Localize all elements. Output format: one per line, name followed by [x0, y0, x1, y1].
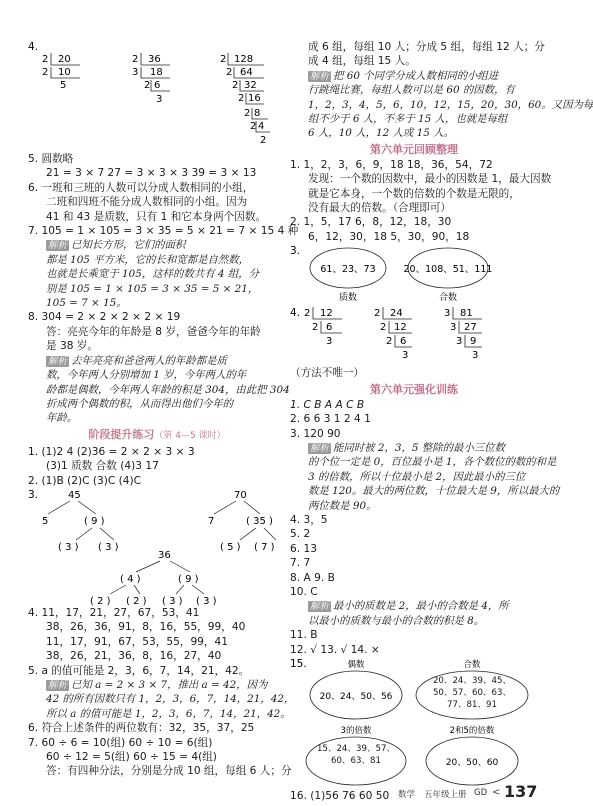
quotient: 4 — [258, 121, 265, 132]
analysis-text: 的个位一定是 0，百位最小是 1，各个数位的数的和是 — [308, 456, 557, 469]
ellipse-content: 20、24、39、45、50、57、60、63、77、81、91 — [432, 676, 512, 710]
composite-content-box — [424, 675, 520, 715]
s7-continued: 成 6 组，每组 10 人；分成 5 组，每组 12 人；分 — [308, 41, 545, 53]
r3-ellipses — [290, 244, 538, 306]
r2-line: 2. 1，5，17 6，8，12，18，30 — [290, 216, 452, 229]
page-arrow-icon: < — [492, 787, 501, 798]
t6: 6. 13 — [290, 542, 317, 555]
footer-subject: 数学 — [398, 790, 416, 800]
quotient: 9 — [470, 336, 477, 348]
r4-short-divisions — [290, 306, 538, 366]
question-number: 3. — [290, 245, 301, 258]
s4-line: 38，26，21，36，8，16，27，40 — [46, 650, 222, 663]
divisor: 2 — [226, 67, 233, 78]
tree-node: ( 9 ) — [178, 573, 199, 585]
analysis-text: 龄都是偶数，今年两人年龄的积是 304，由此把 304 — [46, 383, 290, 396]
q8-answer: 是 38 岁。 — [46, 340, 98, 353]
s7-continued: 成 4 组，每组 15 人。 — [308, 55, 416, 68]
t2: 2. 6 6 3 1 2 4 1 — [290, 413, 371, 426]
section-title-unit6-review: 第六单元回顾整理 — [370, 142, 458, 156]
quotient: 64 — [240, 67, 253, 78]
page-number: 137 — [504, 782, 538, 801]
divisor: 2 — [244, 108, 251, 119]
section-subtitle: （第 4—5 课时） — [154, 430, 226, 441]
divisor: 3 — [444, 308, 451, 320]
s7-line: 60 ÷ 12 = 5(组) 60 ÷ 15 = 4(组) — [46, 751, 217, 763]
analysis-text: 折成两个偶数的积，从而得出他们今年的 — [46, 397, 234, 410]
s5: 5. a 的值可能是 2，3，6，7，14，21，42。 — [28, 664, 250, 677]
ellipse-label: 合数 — [463, 660, 481, 670]
short-division-20 — [42, 53, 80, 91]
t10-analysis — [290, 599, 538, 613]
tree-node: ( 3 ) — [98, 541, 119, 553]
short-division-128 — [220, 53, 264, 104]
dividend: 36 — [148, 54, 161, 65]
left-column — [28, 40, 299, 779]
q8: 8. 304 = 2 × 2 × 2 × 2 × 19 — [28, 311, 181, 324]
analysis-text: 行跳绳比赛，每组人数可以是 60 的因数，有 — [308, 84, 515, 97]
short-division-24 — [374, 307, 412, 361]
q8-answer: 答：亮亮今年的年龄是 8 岁，爸爸今年的年龄 — [46, 325, 261, 338]
tree-node: ( 35 ) — [246, 515, 273, 527]
tree-node: 45 — [68, 489, 81, 501]
divisor: 2 — [312, 322, 319, 334]
divisor: 2 — [380, 322, 387, 334]
tree-node: ( 2 ) — [126, 595, 147, 607]
ellipse-content: 20、24、50、56 — [319, 692, 393, 702]
analysis-text: 42 的所有因数只有 1，2，3，6，7，14，21，42， — [46, 693, 295, 706]
factor-tree-70 — [208, 490, 276, 553]
section-title: 阶段提升练习 — [88, 427, 155, 441]
t5: 5. 2 — [290, 528, 311, 541]
quotient: 6 — [400, 336, 407, 348]
t12-t14: 12. √ 13. √ 14. × — [290, 643, 380, 656]
s7-line: 7. 60 ÷ 6 = 10(组) 60 ÷ 10 = 6(组) — [28, 736, 213, 749]
ellipse-label: 2和5的倍数 — [449, 726, 495, 736]
question-number: 4. — [28, 41, 39, 53]
divisor: 2 — [220, 54, 227, 65]
quotient: 3 — [472, 350, 479, 362]
tree-node: ( 7 ) — [254, 541, 275, 553]
quotient: 6 — [326, 322, 333, 334]
divisor: 2 — [238, 93, 245, 104]
q6-line: 二班和四班不能分成人数相同的小组。因为 — [46, 196, 248, 209]
quotient: 6 — [154, 80, 161, 91]
divisor: 2 — [144, 80, 151, 91]
quotient: 3 — [156, 94, 163, 105]
divisor: 2 — [132, 54, 139, 65]
divisor: 3 — [132, 67, 139, 78]
analysis-text: 都是 105 平方米，它的长和宽都是自然数， — [46, 253, 250, 266]
analysis-tag: 解析 — [310, 601, 330, 613]
tree-node: ( 5 ) — [220, 541, 241, 553]
question-number: 15. — [290, 658, 307, 670]
analysis-text: 把 60 个同学分成人数相同的小组进 — [333, 69, 499, 82]
s7-analysis — [290, 69, 538, 83]
factor-trees — [28, 488, 286, 606]
footer-edition: GD — [474, 788, 488, 798]
analysis-tag: 解析 — [48, 355, 68, 367]
tree-node: ( 3 ) — [162, 595, 183, 607]
s4-line: 11，17，91，67，53，55，99，41 — [46, 635, 228, 648]
t10: 10. C — [290, 585, 318, 598]
dividend: 20 — [58, 54, 71, 65]
s4-line: 38，26，36，91，8，16，55，99，40 — [46, 621, 246, 634]
q7: 7. 105 = 1 × 105 = 3 × 35 = 5 × 21 = 7 × 15 4 种 — [28, 225, 299, 238]
analysis-text: 6 人，10 人，12 人或 15 人。 — [308, 127, 454, 140]
s2: 2. (1)B (2)C (3)C (4)C — [28, 474, 142, 487]
quotient: 18 — [150, 67, 163, 78]
tree-node: 5 — [42, 515, 49, 527]
s5-analysis — [28, 678, 286, 692]
r1-line: 没有最大的倍数。（合理即可） — [308, 202, 452, 215]
short-division-36 — [132, 53, 170, 105]
divisor: 2 — [374, 308, 381, 320]
analysis-text: 去年亮亮和爸爸两人的年龄都是质 — [71, 354, 227, 367]
tree-node: 70 — [234, 489, 247, 501]
ellipse-content: 15、24、39、57、60、63、81 — [316, 744, 396, 766]
tree-node: ( 2 ) — [90, 595, 111, 607]
quotient: 12 — [394, 322, 407, 334]
t7: 7. 7 — [290, 557, 311, 570]
analysis-text: 3 的倍数，所以十位最小是 2，因此最小的三位 — [308, 470, 526, 483]
ellipse-content: 20、50、60 — [445, 758, 499, 768]
quotient: 27 — [464, 322, 477, 334]
analysis-text: 105 = 7 × 15。 — [46, 297, 127, 310]
divisor: 2 — [304, 308, 311, 320]
tree-node: ( 3 ) — [58, 541, 79, 553]
tree-node: 36 — [158, 549, 171, 561]
right-column — [290, 40, 593, 803]
q4-short-divisions — [28, 40, 286, 112]
r1-line: 就是它本身，一个数的倍数的个数是无限的， — [308, 187, 520, 200]
analysis-text: 最小的质数是 2，最小的合数是 4，所 — [333, 600, 509, 613]
s1-line: 1. (1)2 4 (2)36 = 2 × 2 × 3 × 3 — [28, 445, 195, 458]
dividend: 128 — [234, 54, 254, 65]
section-title-stage-practice — [28, 426, 286, 445]
ellipse-content: 20、108、51、111 — [403, 264, 493, 276]
q7-analysis — [28, 238, 286, 252]
divisor: 2 — [42, 54, 49, 65]
s7-line: 答：有四种分法，分别是分成 10 组，每组 6 人；分 — [46, 765, 292, 778]
r2-line: 6，12，30，18 5，30，90，18 — [308, 230, 470, 243]
q6-line: 41 和 43 是质数，只有 1 和它本身两个因数。 — [46, 210, 267, 223]
analysis-text: 两位数是 90。 — [308, 499, 377, 512]
tree-node: ( 3 ) — [196, 595, 217, 607]
t15-ellipses — [290, 657, 538, 789]
t8-t9: 8. A 9. B — [290, 571, 335, 584]
q8-analysis — [28, 354, 286, 368]
r1-line: 发现：一个数的因数中，最小的因数是 1，最大因数 — [308, 173, 552, 186]
s1-line: (3)1 质数 合数 (4)3 17 — [46, 460, 159, 473]
quotient: 5 — [60, 80, 67, 91]
short-division-81 — [444, 307, 482, 361]
analysis-text: 已知 a = 2 × 3 × 7，推出 a = 42，因为 — [71, 678, 268, 691]
ellipse-label: 合数 — [438, 293, 458, 304]
analysis-text: 年龄。 — [46, 412, 78, 425]
question-number: 4. — [290, 307, 301, 320]
tree-node: ( 9 ) — [84, 515, 105, 527]
factor-tree-45 — [42, 490, 119, 553]
t16: 16. (1)56 76 60 50 — [290, 790, 390, 802]
divisor: 3 — [456, 336, 463, 348]
t11: 11. B — [290, 629, 318, 642]
analysis-tag: 解析 — [48, 240, 68, 252]
divisor: 3 — [450, 322, 457, 334]
quotient: 32 — [244, 80, 257, 91]
dividend: 81 — [460, 308, 473, 320]
quotient: 16 — [248, 93, 261, 104]
ellipse-content: 61、23、73 — [320, 264, 376, 276]
factor-tree-36 — [90, 550, 217, 607]
tree-node: ( 4 ) — [120, 573, 141, 585]
short-division-12 — [304, 307, 342, 347]
q5: 5. 圆数略 — [28, 153, 74, 165]
analysis-text: 能同时被 2，3，5 整除的最小三位数 — [333, 441, 505, 454]
ellipse-label: 质数 — [338, 293, 358, 304]
divisor: 2 — [386, 336, 393, 348]
ellipse-label: 3的倍数 — [340, 726, 372, 736]
t1: 1. C B A A C B — [290, 398, 365, 411]
analysis-text: 数，今年两人分别增加 1 岁，今年两人的年 — [46, 369, 247, 382]
quotient: 8 — [254, 108, 261, 119]
quotient: 10 — [58, 67, 71, 78]
q6-line: 6. 一班和三班的人数可以分成人数相同的小组， — [28, 181, 254, 194]
section-title-unit6-training: 第六单元强化训练 — [370, 382, 458, 396]
dividend: 12 — [320, 308, 333, 320]
dividend: 24 — [390, 308, 403, 320]
t3: 3. 120 90 — [290, 427, 341, 440]
ellipse-label: 偶数 — [347, 660, 365, 670]
short-division-128-cont — [28, 110, 286, 152]
quotient: 3 — [402, 350, 409, 362]
divisor: 2 — [250, 121, 257, 132]
s6: 6. 符合上述条件的两位数有：32，35，37，25 — [28, 722, 255, 735]
r1-line: 1. 1，2，3，6，9，18 18，36，54，72 — [290, 158, 493, 171]
analysis-text: 也就是长乘宽于 105，这样的数共有 4 组，分 — [46, 268, 259, 281]
footer-grade: 五年级上册 — [424, 790, 467, 800]
analysis-text: 以最小的质数与最小的合数的积是 8。 — [308, 614, 485, 627]
analysis-tag: 解析 — [310, 70, 330, 82]
analysis-text: 所以 a 的值可能是 1，2，3，6，7，14，21，42。 — [46, 707, 291, 720]
analysis-text: 1，2，3，4，5，6，10，12，15，20，30，60。又因为每 — [308, 98, 593, 111]
s4-line: 4. 11，17，21，27，67，53，41 — [28, 606, 200, 619]
analysis-tag: 解析 — [48, 679, 68, 691]
multiple3-content-box — [312, 743, 400, 783]
page-footer — [0, 782, 558, 806]
r-method-note: （方法不唯一） — [290, 367, 365, 380]
analysis-text: 数是 120。最大的两位数，十位最大是 9，所以最大的 — [308, 485, 560, 498]
analysis-tag: 解析 — [310, 442, 330, 454]
t4: 4. 3，5 — [290, 513, 328, 526]
question-number: 3. — [28, 488, 39, 501]
quotient: 2 — [260, 135, 267, 146]
t3-analysis — [290, 441, 538, 455]
analysis-text: 已知长方形，它们的面积 — [71, 239, 186, 252]
quotient: 3 — [326, 336, 333, 348]
divisor: 2 — [42, 67, 49, 78]
divisor: 2 — [232, 80, 239, 91]
analysis-text: 别是 105 = 1 × 105 = 3 × 35 = 5 × 21， — [46, 282, 259, 295]
analysis-text: 组不少于 6 人，不多于 15 人，也就是每组 — [308, 113, 508, 126]
q5-factorization: 21 = 3 × 7 27 = 3 × 3 × 3 39 = 3 × 13 — [46, 167, 257, 180]
tree-node: 7 — [208, 515, 215, 527]
